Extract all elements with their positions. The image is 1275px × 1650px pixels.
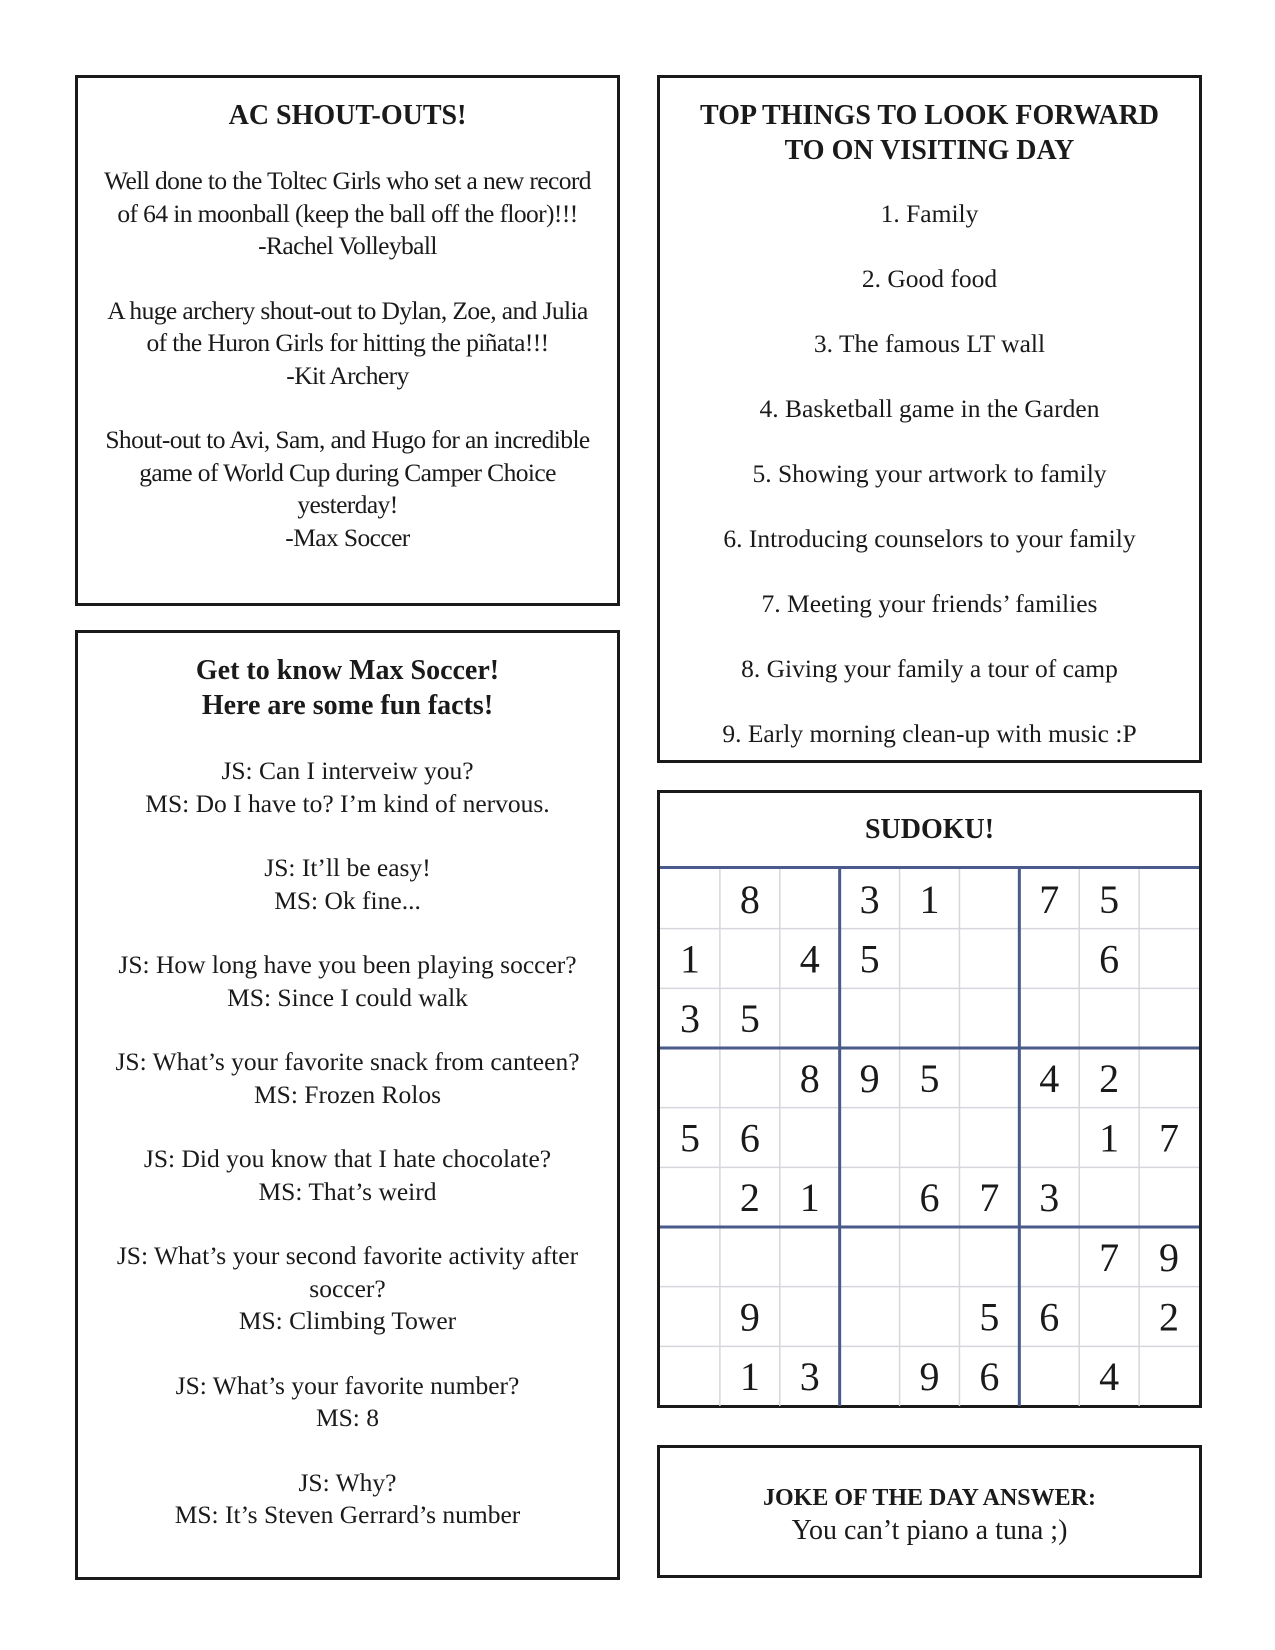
top-things-title-line: TO ON VISITING DAY [784,135,1075,166]
shoutout-line: Shout-out to Avi, Sam, and Hugo for an incredible [105,425,590,454]
shoutout-line: of the Huron Girls for hitting the piñata!!! [146,328,549,357]
sudoku-cell: 3 [1039,1175,1060,1221]
sudoku-cell: 1 [679,936,700,982]
sudoku-cell: 7 [1039,876,1060,922]
question: JS: Can I interveiw you? [221,756,474,785]
sudoku-cell: 5 [919,1055,940,1101]
qa-pair [78,1240,617,1338]
interview-title-line: Get to know Max Soccer! [195,655,500,686]
sudoku-cell: 3 [679,996,700,1042]
joke-title: JOKE OF THE DAY ANSWER: [763,1485,1096,1511]
list-item: 5. Showing your artwork to family [752,459,1107,488]
sudoku-cell: 5 [979,1294,1000,1340]
answer: MS: 8 [315,1403,380,1432]
list-item: 1. Family [880,199,979,228]
shoutouts-title: AC SHOUT-OUTS! [228,100,467,131]
sudoku-cell: 8 [739,876,760,922]
qa-pair [78,1046,617,1111]
question: JS: Did you know that I hate chocolate? [143,1144,552,1173]
sudoku-box [657,790,1202,1408]
sudoku-cell: 5 [1099,876,1120,922]
sudoku-cell: 8 [799,1055,820,1101]
shoutout-signature: -Kit Archery [286,360,409,390]
answer: MS: Do I have to? I’m kind of nervous. [145,788,550,818]
list-item: 7. Meeting your friends’ families [761,589,1098,618]
joke-answer: You can’t piano a tuna ;) [791,1515,1068,1546]
sudoku-cell: 9 [859,1055,880,1101]
top-things-list [660,199,1199,749]
list-item: 9. Early morning clean-up with music :P [722,719,1137,748]
list-item: 3. The famous LT wall [813,329,1046,358]
sudoku-cell: 4 [1099,1354,1120,1400]
sudoku-grid-svg [660,869,1199,1406]
interview-title [78,653,617,723]
sudoku-cell: 1 [799,1175,820,1221]
answer: MS: Frozen Rolos [253,1079,442,1109]
shoutout-item [78,165,617,263]
interview-title-line: Here are some fun facts! [201,690,494,721]
shoutout-item [78,424,617,554]
question: JS: What’s your second favorite activity after soccer? [116,1241,579,1303]
joke-box [657,1445,1202,1578]
sudoku-cell: 4 [799,936,820,982]
answer: MS: It’s Steven Gerrard’s number [174,1500,521,1529]
shoutouts-box [75,75,620,606]
sudoku-cell: 4 [1039,1055,1060,1101]
question: JS: It’ll be easy! [264,853,431,882]
qa-pair [78,949,617,1014]
sudoku-cell: 7 [1099,1234,1120,1280]
top-things-box [657,75,1202,763]
sudoku-cell: 6 [1039,1294,1060,1340]
sudoku-cell: 1 [919,876,940,922]
answer: MS: Since I could walk [227,982,468,1012]
sudoku-cell: 3 [799,1354,820,1400]
sudoku-cell: 7 [1159,1115,1180,1161]
list-item: 2. Good food [861,264,998,293]
sudoku-cell: 3 [859,876,880,922]
answer: MS: Climbing Tower [238,1306,457,1335]
top-things-title [660,98,1199,168]
qa-pair [78,852,617,917]
sudoku-cell: 6 [739,1115,760,1161]
shoutout-line: of 64 in moonball (keep the ball off the floor)!!! [117,198,578,228]
shoutout-line: game of World Cup during Camper Choice [139,457,556,487]
question: JS: What’s your favorite snack from canteen? [115,1047,580,1076]
top-things-title-line: TOP THINGS TO LOOK FORWARD [699,100,1160,131]
qa-pair [78,755,617,820]
sudoku-cell: 6 [979,1354,1000,1400]
interview-box [75,630,620,1580]
sudoku-cell: 9 [919,1354,940,1400]
sudoku-title: SUDOKU! [660,793,1199,869]
sudoku-cell: 9 [739,1294,760,1340]
shoutout-signature: -Max Soccer [285,522,410,552]
sudoku-cell: 6 [919,1175,940,1221]
sudoku-cell: 2 [1099,1055,1120,1101]
sudoku-cell: 5 [859,936,880,982]
qa-pair [78,1143,617,1208]
sudoku-cell: 1 [1099,1115,1120,1161]
shoutout-item [78,295,617,393]
sudoku-cell: 2 [739,1175,760,1221]
sudoku-grid [660,869,1205,1409]
answer: MS: That’s weird [258,1176,437,1206]
sudoku-cell: 1 [739,1354,760,1400]
shoutout-line: Well done to the Toltec Girls who set a new record [104,166,591,195]
list-item: 8. Giving your family a tour of camp [741,654,1118,683]
answer: MS: Ok fine... [274,885,421,915]
list-item: 4. Basketball game in the Garden [759,394,1100,423]
sudoku-cell: 9 [1159,1234,1180,1280]
question: JS: How long have you been playing soccer? [118,950,577,979]
qa-pair [78,1370,617,1435]
sudoku-cell: 6 [1099,936,1120,982]
qa-pair [78,1467,617,1532]
shoutout-line: A huge archery shout-out to Dylan, Zoe, and Julia [107,295,588,325]
sudoku-cell: 7 [979,1175,1000,1221]
question: JS: What’s your favorite number? [175,1370,520,1400]
question: JS: Why? [298,1467,397,1497]
sudoku-cell: 5 [739,996,760,1042]
sudoku-cell: 5 [679,1115,700,1161]
shoutout-line: yesterday! [297,490,398,519]
sudoku-cell: 2 [1159,1294,1180,1340]
shoutout-signature: -Rachel Volleyball [258,231,437,260]
list-item: 6. Introducing counselors to your family [723,524,1136,553]
